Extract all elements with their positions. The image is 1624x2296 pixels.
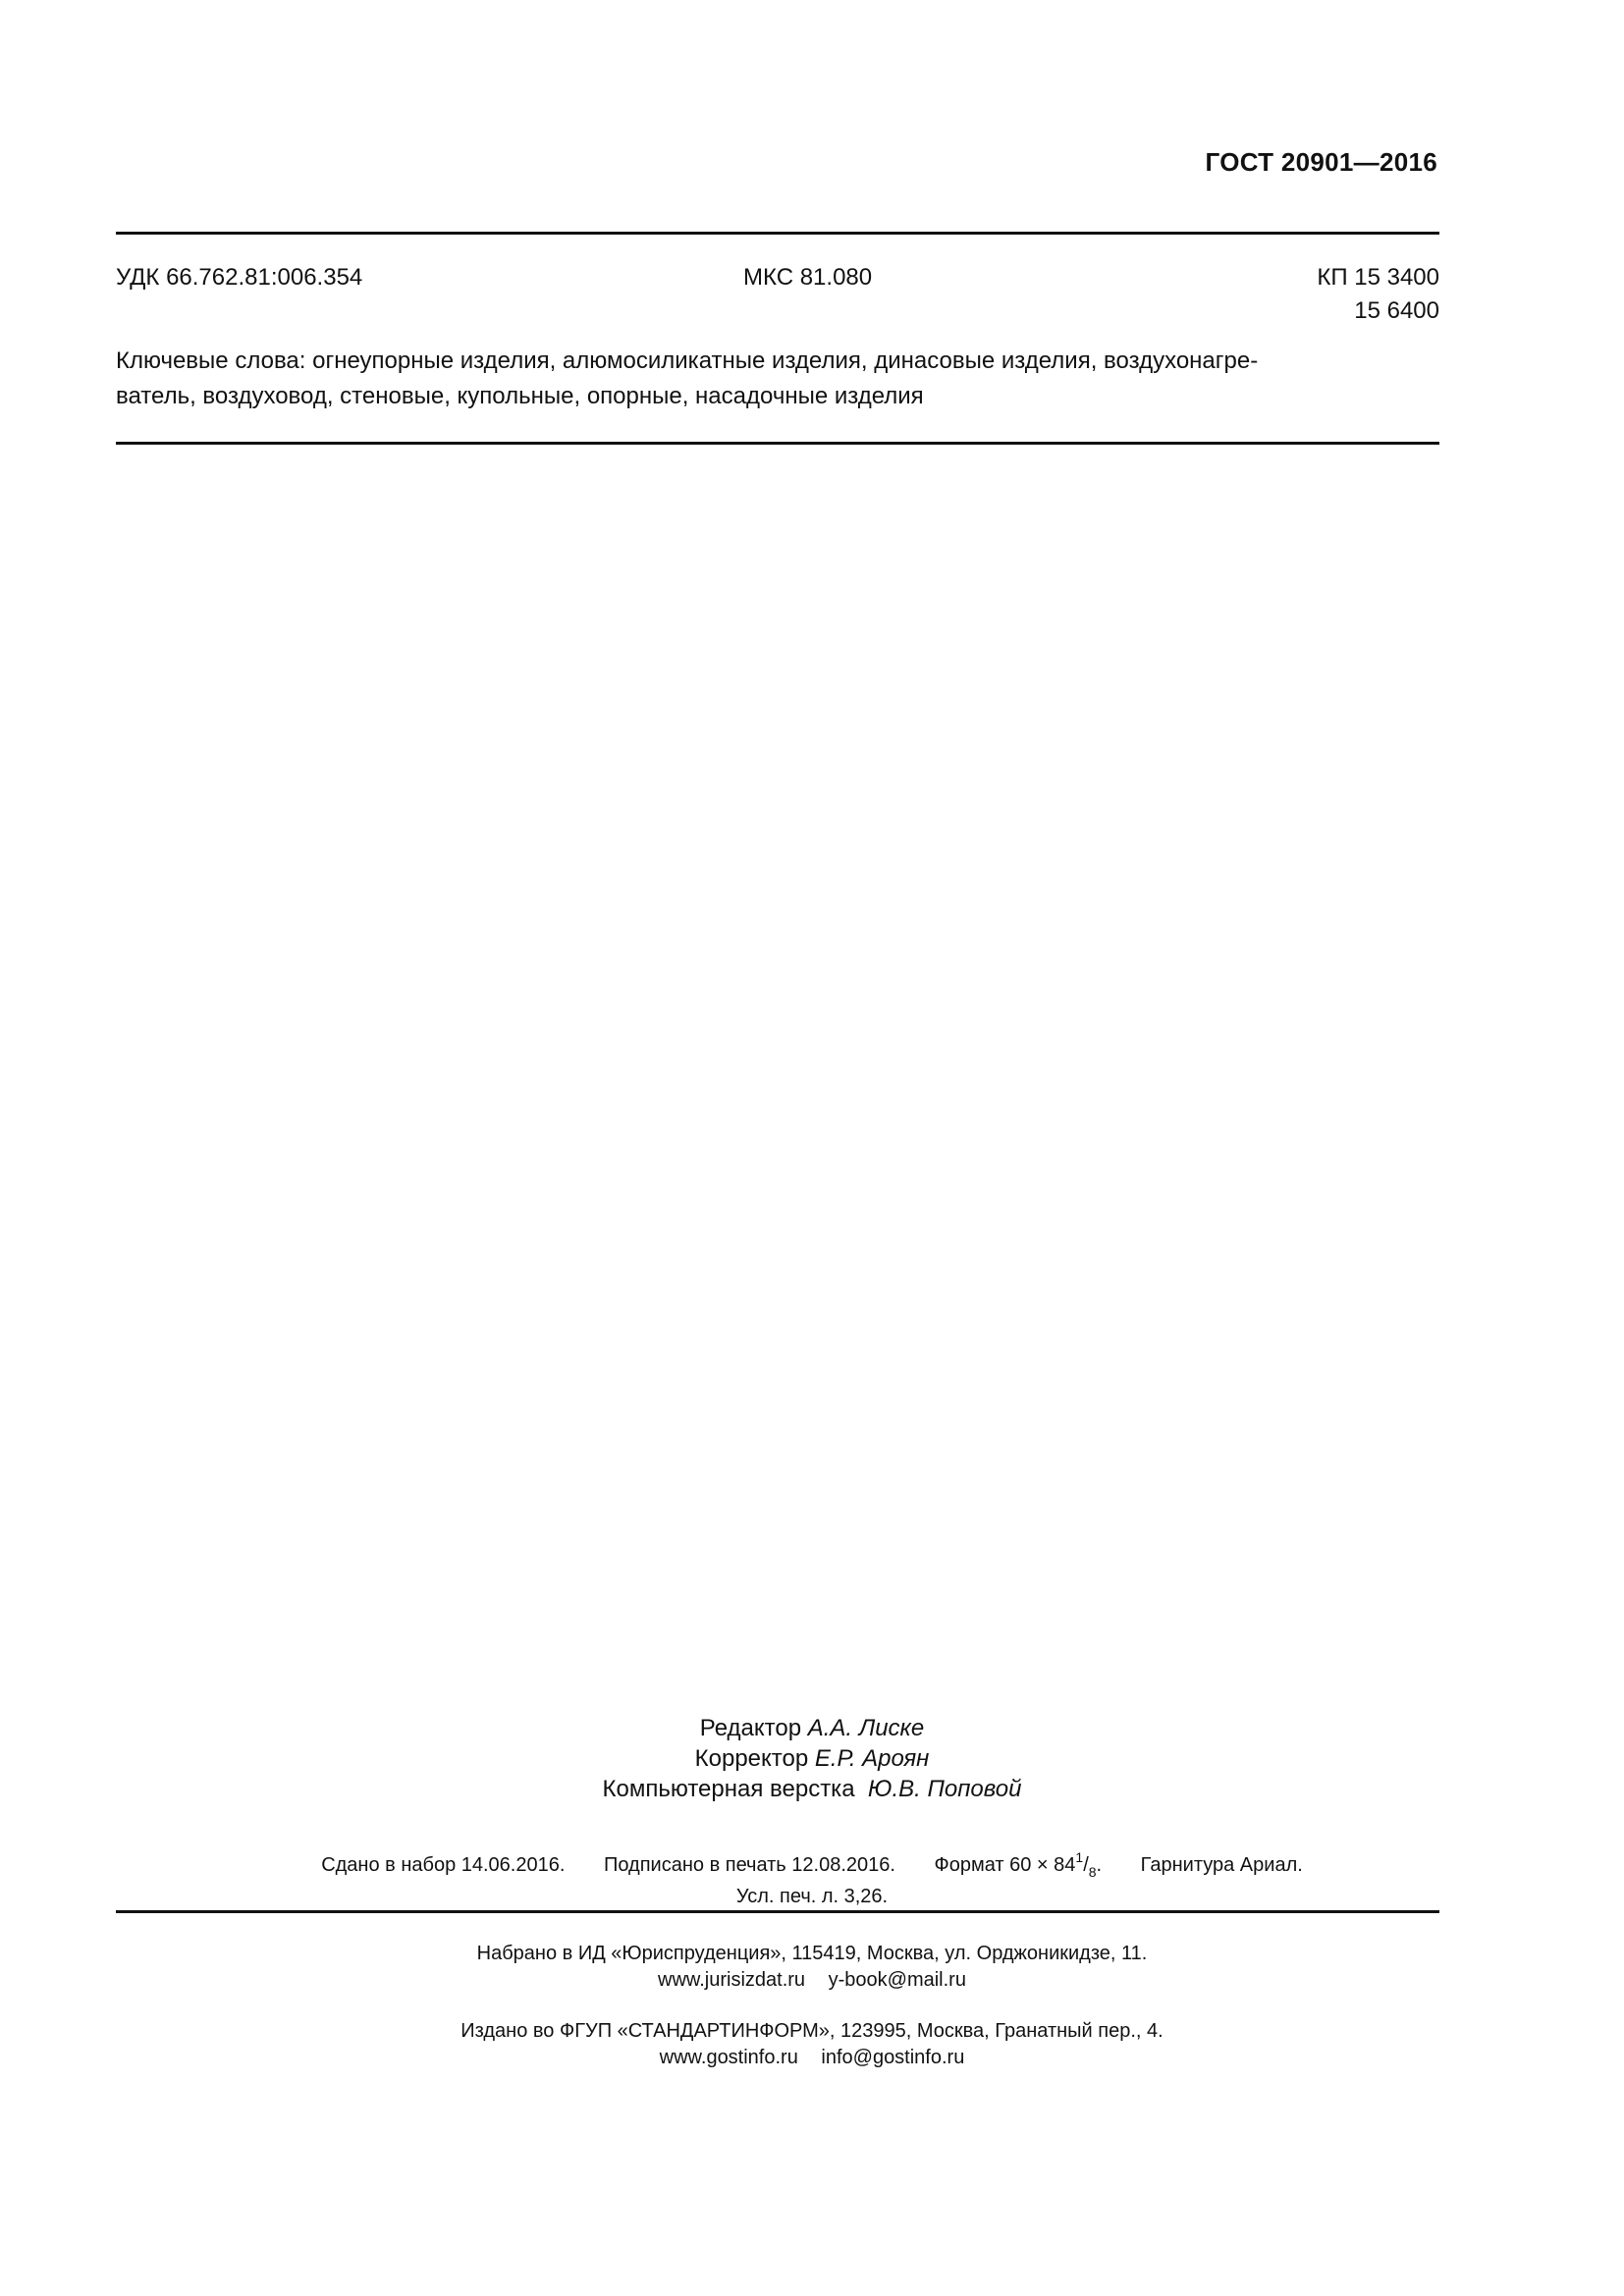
mks-code: МКС 81.080 [743, 264, 873, 291]
credit-name: Ю.В. Поповой [867, 1776, 1022, 1802]
signed-date: Подписано в печать 12.08.2016. [603, 1854, 895, 1876]
print-info-line-1 [0, 1845, 1624, 1885]
credit-role: Корректор [694, 1745, 809, 1772]
typesetter-address: Набрано в ИД «Юриспруденция», 115419, Москва, ул. Орджоникидзе, 11. [476, 1943, 1148, 1964]
keywords-line-1: Ключевые слова: огнеупорные изделия, алюмосиликатные изделия, динасовые изделия, воздухонагре- [116, 347, 1259, 374]
publisher-website[interactable]: www.gostinfo.ru [659, 2047, 798, 2068]
typesetter-contacts [0, 1967, 1624, 1994]
credits-block [0, 1713, 1624, 1804]
typesetter-info [0, 1941, 1624, 1994]
typesetter-website[interactable]: www.jurisizdat.ru [658, 1969, 806, 1991]
print-info [0, 1845, 1624, 1909]
top-divider [116, 232, 1439, 235]
credit-role: Редактор [699, 1715, 802, 1741]
kp-codes [1317, 261, 1439, 328]
credit-name: А.А. Лиске [807, 1715, 925, 1741]
udk-code: УДК 66.762.81:006.354 [116, 264, 363, 291]
credit-role: Компьютерная верстка [602, 1776, 855, 1802]
credit-proofreader [0, 1743, 1624, 1774]
credit-editor [0, 1713, 1624, 1743]
typeface: Гарнитура Ариал. [1140, 1854, 1303, 1876]
publisher-email[interactable]: info@gostinfo.ru [821, 2047, 965, 2068]
submitted-date: Сдано в набор 14.06.2016. [321, 1854, 566, 1876]
keywords-divider [116, 442, 1439, 445]
typesetter-email[interactable]: y-book@mail.ru [828, 1969, 966, 1991]
standard-number: ГОСТ 20901—2016 [1205, 147, 1437, 177]
credit-name: Е.Р. Ароян [814, 1745, 930, 1772]
keywords-line-2: ватель, воздуховод, стеновые, купольные, опорные, насадочные изделия [116, 383, 924, 409]
publisher-info [0, 2018, 1624, 2071]
keywords [116, 344, 1441, 414]
publisher-contacts [0, 2045, 1624, 2071]
printed-sheets: Усл. печ. л. 3,26. [735, 1886, 889, 1907]
footer-divider [116, 1910, 1439, 1913]
kp-code-2: 15 6400 [1354, 297, 1439, 324]
kp-code-1: КП 15 3400 [1317, 264, 1439, 291]
publisher-address: Издано во ФГУП «СТАНДАРТИНФОРМ», 123995, Москва, Гранатный пер., 4. [460, 2020, 1164, 2042]
paper-format: Формат $60 \times 84^1/_8$. [934, 1849, 1103, 1880]
credit-layout [0, 1774, 1624, 1804]
